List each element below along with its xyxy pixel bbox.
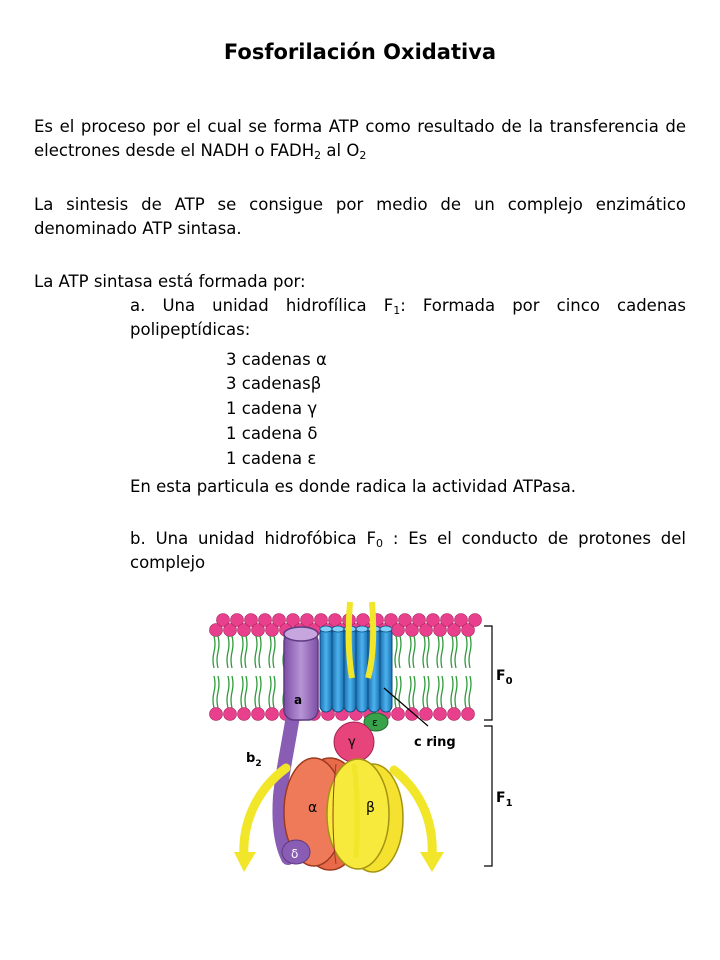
lipid-head [210,708,223,721]
lipid-tail [395,676,397,708]
c-ring-subunit-top [320,626,332,632]
lipid-tail [213,636,215,668]
lipid-tail [451,676,453,708]
chain-item-alpha: 3 cadenas α [226,350,327,369]
lipid-tail [465,676,467,708]
lipid-head [406,708,419,721]
f1-bracket [484,726,492,866]
lipid-tail [413,636,415,668]
lipid-tail [423,636,425,668]
page-title: Fosforilación Oxidativa [223,40,497,64]
lipid-head [462,708,475,721]
f0-bracket [484,626,492,720]
label-f0: $F_0$ [496,668,513,687]
label-f1: $F_1$ [496,790,513,809]
lipid-head [266,708,279,721]
lipid-tail [469,636,471,668]
c-ring-subunit-top [332,626,344,632]
lipid-tail [241,676,243,708]
label-gamma: γ [348,735,356,750]
lipid-tail [409,636,411,668]
lipid-tail [269,636,271,668]
lipid-head [224,708,237,721]
lipid-tail [245,636,247,668]
lipid-tail [455,636,457,668]
lipid-tail [259,636,261,668]
lipid-tail [437,676,439,708]
chain-item-beta: 3 cadenasβ [226,374,322,393]
label-delta: δ [291,847,299,861]
lipid-tail [213,676,215,708]
lipid-tail [217,636,219,668]
label-c-ring: c ring [414,735,456,750]
chain-item-epsilon: 1 cadena ε [226,449,317,468]
lipid-head [434,708,447,721]
lipid-head [420,708,433,721]
chain-item-delta: 1 cadena δ [226,424,318,443]
lipid-tail [241,636,243,668]
lipid-tail [231,636,233,668]
lipid-tail [217,676,219,708]
lipid-tail [427,676,429,708]
unit-b-description: b. Una unidad hidrofóbica $F_0$ : Es el conducto de protones del complejo [130,529,686,572]
intro-paragraph: Es el proceso por el cual se forma ATP como resultado de la transferencia de electrones desde el NADH o $FADH_2$ al $O_2$ [34,117,686,162]
lipid-tail [245,676,247,708]
lipid-tail [423,676,425,708]
lipid-tail [451,636,453,668]
c-ring-subunit-top [356,626,368,632]
label-a: a [294,693,303,707]
lipid-tail [441,676,443,708]
c-ring [320,626,392,712]
lipid-tail [395,636,397,668]
atpase-activity-note: En esta particula es donde radica la actividad ATPasa. [130,477,577,496]
lipid-tail [259,676,261,708]
label-epsilon: ε [372,716,378,729]
lipid-tail [231,676,233,708]
label-beta: β [366,800,375,816]
chain-item-gamma: 1 cadena γ [226,399,318,418]
lipid-tail [427,636,429,668]
lipid-tail [437,636,439,668]
lipid-tail [227,676,229,708]
lipid-tail [465,636,467,668]
c-ring-subunit-top [380,626,392,632]
lipid-tail [273,636,275,668]
lipid-tail [227,636,229,668]
c-ring-subunit [356,628,368,712]
lipid-tail [441,636,443,668]
lipid-tail [255,636,257,668]
synthesis-paragraph: La sintesis de ATP se consigue por medio de un complejo enzimático denominado ATP sintasa. [34,195,686,238]
lipid-head [448,708,461,721]
lipid-head [469,614,482,627]
atp-synthase-figure [208,596,518,876]
lipid-tail [413,676,415,708]
c-ring-subunit [332,628,344,712]
lipid-tail [273,676,275,708]
unit-a-description: a. Una unidad hidrofílica $F_1$: Formada por cinco cadenas polipeptídicas: [130,296,686,339]
composition-heading: La ATP sintasa está formada por: [34,272,306,291]
arrowhead-right [420,852,444,872]
proton-arrow-top-left [349,602,352,678]
arrowhead-left [234,852,256,872]
lipid-tail [269,676,271,708]
lipid-head [238,708,251,721]
lipid-tail [455,676,457,708]
c-ring-subunit [320,628,332,712]
lipid-tail [399,636,401,668]
lipid-tail [255,676,257,708]
lipid-tail [409,676,411,708]
lipid-head [252,708,265,721]
lipid-tail [469,676,471,708]
c-ring-subunit [380,628,392,712]
label-b2: $b_2$ [246,751,262,769]
label-alpha: α [308,800,318,816]
lipid-head [392,708,405,721]
